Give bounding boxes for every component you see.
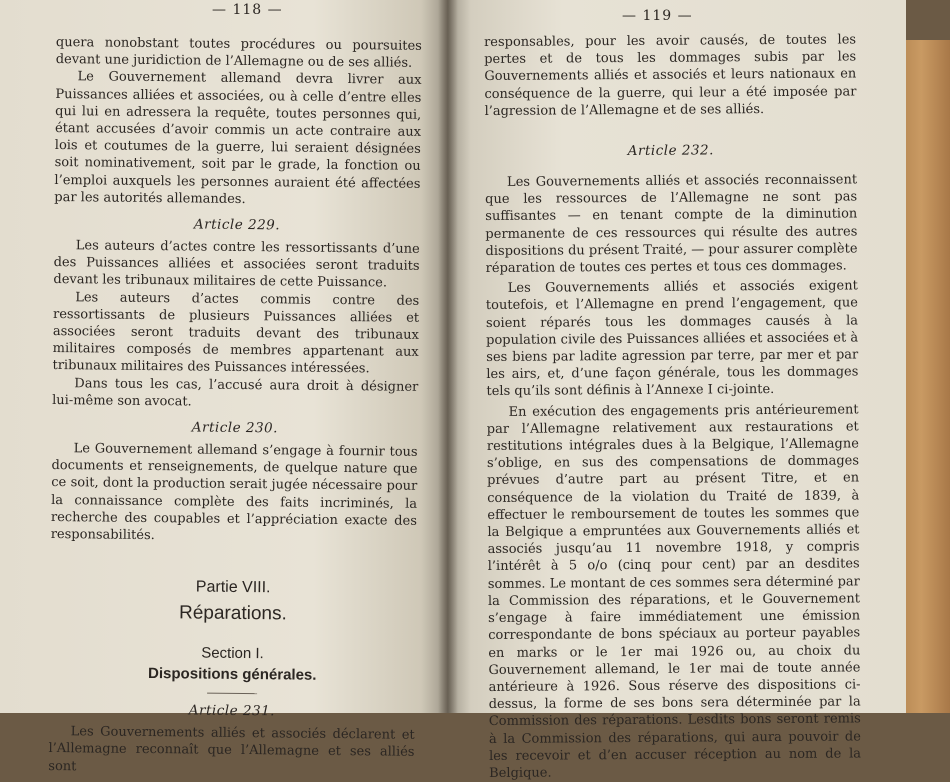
article-230-paragraph-1: Le Gouvernement allemand s’engage à fournir tous documents et renseignements, de quelque nature que ce soit, dont la production serait jugée nécessaire pour la connaissance complète des faits incriminés, la recherche des coupables et l’appréciation exacte des responsabilités. xyxy=(50,441,418,544)
article-231-paragraph-1: Les Gouvernements alliés et associés déclarent et l’Allemagne reconnaît que l’Allemagne et ses alliés sont xyxy=(48,724,415,774)
book-gutter xyxy=(438,0,458,713)
right-paragraph-1: responsables, pour les avoir causés, de toutes les pertes et de tous les dommages subis par les Gouvernements alliés et associés et leurs nationaux en conséquence de la guerre, qui leur a été imposée par l’agression de l’Allemagne et de ses alliés. xyxy=(484,32,857,119)
article-229-paragraph-1: Les auteurs d’actes contre les ressortissants d’une des Puissances alliées et associées seront traduits devant les tribunaux militaires de cette Puissance. xyxy=(53,238,420,291)
right-page-number: — 119 — xyxy=(622,8,693,24)
part-subtitle: Réparations. xyxy=(178,602,287,625)
article-229-heading: Article 229. xyxy=(193,216,281,234)
article-230-heading: Article 230. xyxy=(191,419,279,437)
section-subtitle: Dispositions générales. xyxy=(148,665,317,685)
section-divider xyxy=(207,693,257,695)
left-paragraph-1: quera nonobstant toutes procédures ou poursuites devant une juridiction de l’Allemagne ou de ses alliés. xyxy=(55,34,422,71)
book-cover-edge xyxy=(902,40,950,713)
left-page xyxy=(0,0,448,774)
article-232-paragraph-3: En exécution des engagements pris antérieurement par l’Allemagne relativement aux restaurations et restitutions intégrales dues à la Belgique, l’Allemagne s’oblige, en sus des compensations de dommages prévues d’autre part au présent Titre, et en conséquence de la violation du Traité de 1839, à effectuer le remboursement de toutes les sommes que la Belgique a empruntées aux Gouvernements alliés et associés jusqu’au 11 novembre 1918, y compris l’intérêt à 5 o/o (cinq pour cent) par an desdites sommes. Le montant de ces sommes sera déterminé par la Commission des réparations, et le Gouvernement s’engage à faire immédiatement une émission correspondante de bons spéciaux au porteur payables en marks or le 1er mai 1926 ou, au choix du Gouvernement allemand, le 1er mai de toute année antérieure à 1926. Sous réserve des dispositions ci-dessus, la forme de ses bons sera déterminée par la Commission des réparations. Lesdits bons seront remis à la Commission des réparations, qui aura pouvoir de les recevoir et d’en accuser réception au nom de la Belgique. xyxy=(486,402,862,781)
right-page xyxy=(448,0,906,781)
part-title: Partie VIII. xyxy=(195,578,271,597)
article-232-paragraph-2: Les Gouvernements alliés et associés exigent toutefois, et l’Allemagne en prend l’engagement, que soient réparés tous les dommages causés à la population civile des Puissances alliées et associées et à ses biens par ladite agression par terre, par mer et par les airs, et, d’une façon générale, tous les dommages tels qu’ils sont définis à l’Annexe I ci-jointe. xyxy=(485,278,859,400)
article-232-paragraph-1: Les Gouvernements alliés et associés reconnaissent que les ressources de l’Allemagne ne sont pas suffisantes — en tenant compte de la diminution permanente de ces ressources qui résulte des autres dispositions du présent Traité, — pour assurer complète réparation de toutes ces pertes et tous ces dommages. xyxy=(485,172,858,277)
left-paragraph-2: Le Gouvernement allemand devra livrer aux Puissances alliées et associées, ou à celle d’entre elles qui lui en adressera la requête, toutes personnes qui, étant accusées d’avoir commis un acte contraire aux lois et coutumes de la guerre, lui seraient désignées soit nominativement, soit par le grade, la fonction ou l’emploi auxquels les personnes auraient été affectées par les autorités allemandes. xyxy=(54,69,422,207)
section-title: Section I. xyxy=(201,644,264,663)
left-page-body xyxy=(48,34,422,779)
right-page-body xyxy=(484,31,861,782)
article-232-heading: Article 232. xyxy=(627,142,714,160)
article-231-heading: Article 231. xyxy=(188,702,276,720)
article-229-paragraph-2: Les auteurs d’actes commis contre des ressortissants de plusieurs Puissances alliées et associées seront traduits devant des tribunaux militaires composés de membres appartenant aux tribunaux militaires des Puissances intéressées. xyxy=(52,289,420,377)
article-229-paragraph-3: Dans tous les cas, l’accusé aura droit à désigner lui-même son avocat. xyxy=(52,375,419,410)
left-page-number: — 118 — xyxy=(212,2,283,18)
